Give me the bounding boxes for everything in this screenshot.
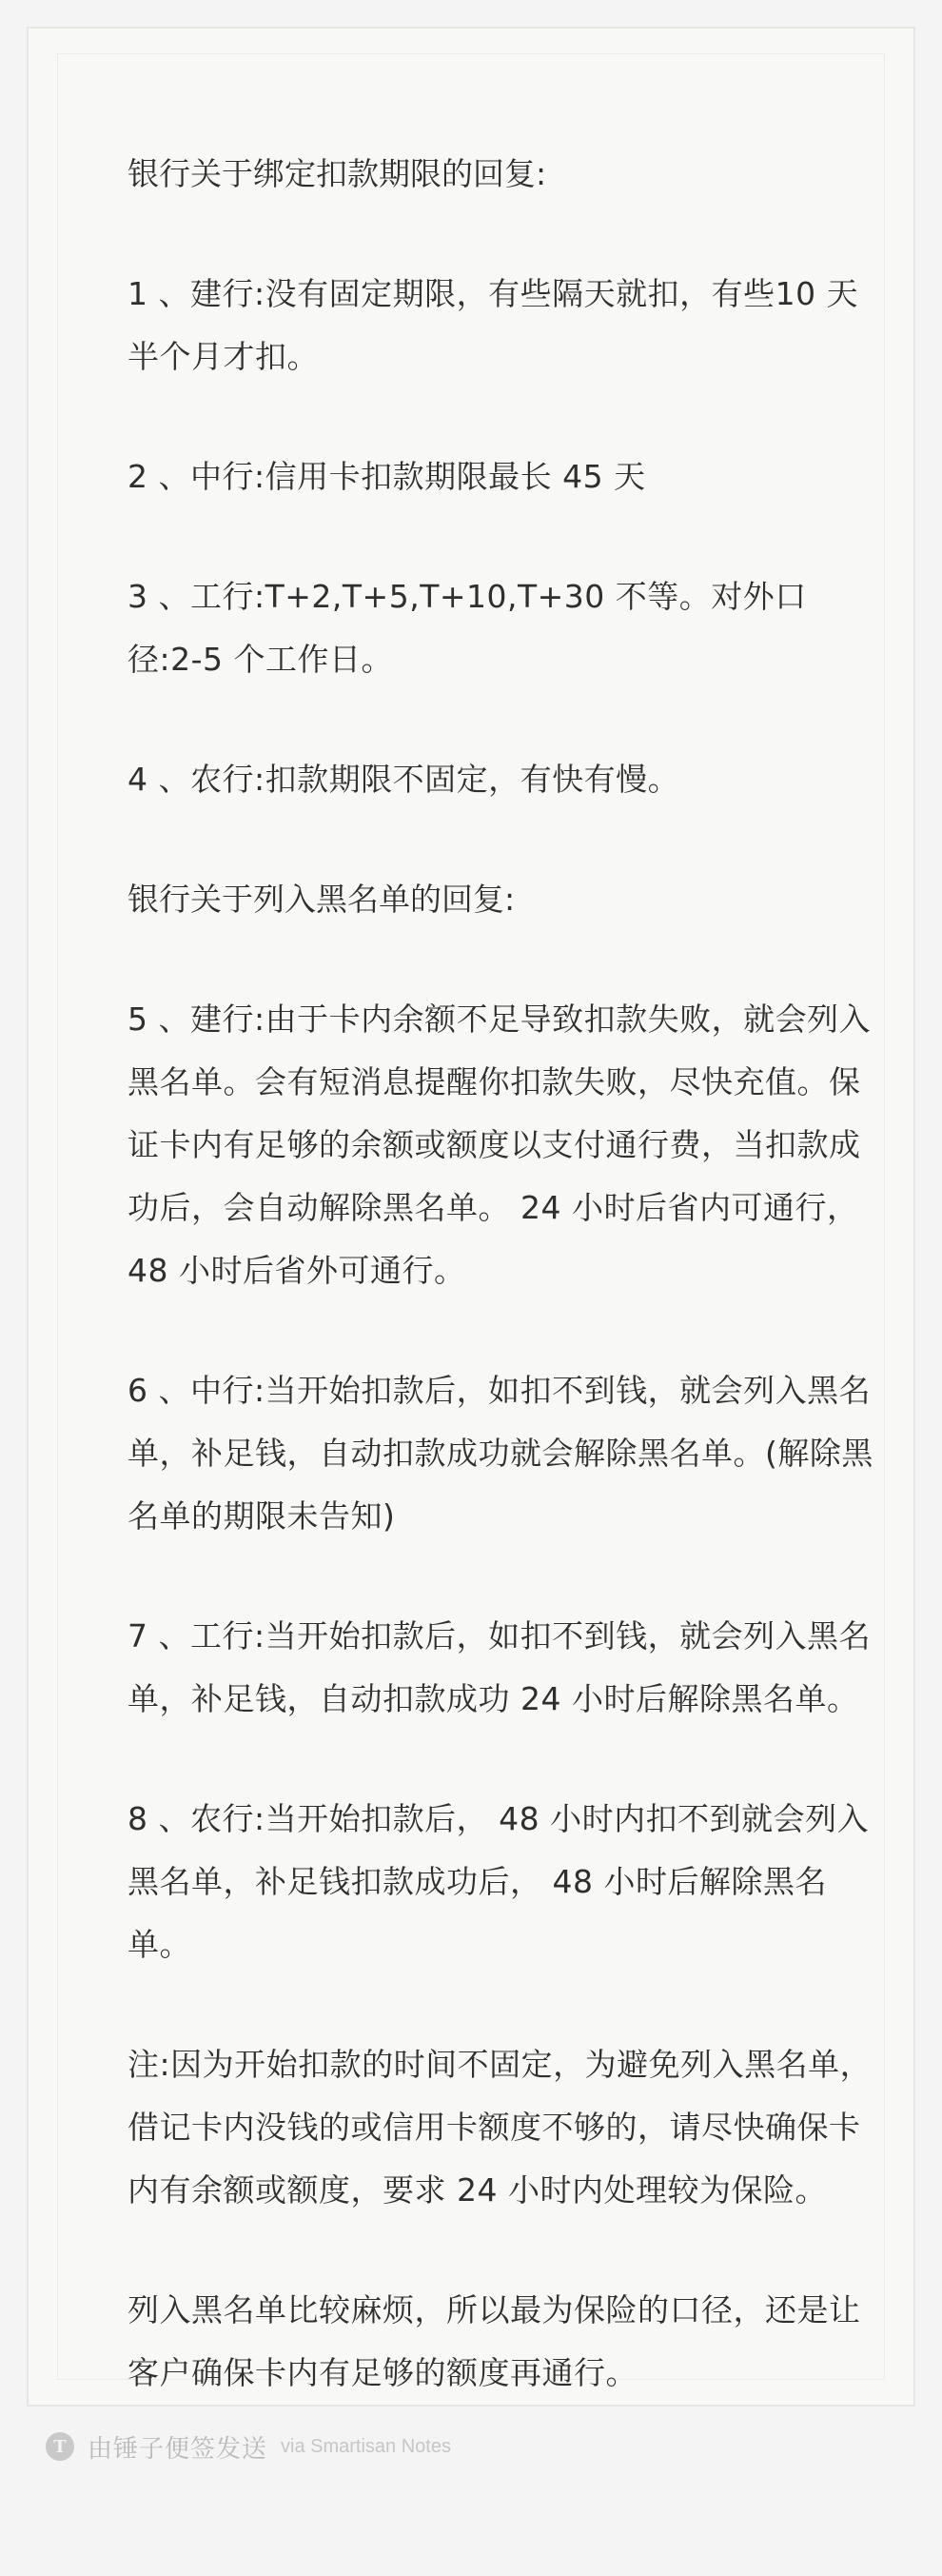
- item-3: 3 、工行:T+2,T+5,T+10,T+30 不等。对外口径:2-5 个工作日。: [128, 578, 807, 678]
- footer-source-text: 由锤子便签发送: [88, 2434, 268, 2464]
- notice-paragraph: 注:因为开始扣款的时间不固定，为避免列入黑名单，借记卡内没钱的或信用卡额度不够的，请尽快确保卡内有余额或额度，要求 24 小时内处理较为保险。: [128, 2046, 873, 2209]
- closing-paragraph: 列入黑名单比较麻烦，所以最为保险的口径，还是让客户确保卡内有足够的额度再通行。: [128, 2291, 861, 2391]
- note-content: [128, 143, 879, 2462]
- footer-via-text: via Smartisan Notes: [281, 2435, 451, 2457]
- item-4: 4 、农行:扣款期限不固定，有快有慢。: [128, 761, 680, 798]
- item-5: 5 、建行:由于卡内余额不足导致扣款失败，就会列入黑名单。会有短消息提醒你扣款失败，尽快充值。保证卡内有足够的余额或额度以支付通行费，当扣款成功后，会自动解除黑名单。 24 小时后省内可通行， 48 小时后省外可通行。: [128, 1001, 872, 1289]
- item-8: 8 、农行:当开始扣款后， 48 小时内扣不到就会列入黑名单，补足钱扣款成功后， 48 小时后解除黑名单。: [128, 1800, 870, 1963]
- item-7: 7 、工行:当开始扣款后，如扣不到钱，就会列入黑名单，补足钱，自动扣款成功 24 小时后解除黑名单。: [128, 1617, 872, 1717]
- item-2: 2 、中行:信用卡扣款期限最长 45 天: [128, 458, 646, 495]
- item-1: 1 、建行:没有固定期限，有些隔天就扣，有些10 天半个月才扣。: [128, 275, 859, 375]
- note-footer: [46, 2426, 451, 2467]
- item-6: 6 、中行:当开始扣款后，如扣不到钱，就会列入黑名单，补足钱，自动扣款成功就会解除黑名单。(解除黑名单的期限未告知): [128, 1372, 873, 1535]
- heading-blacklist: 银行关于列入黑名单的回复:: [128, 881, 516, 918]
- heading-deduction: 银行关于绑定扣款期限的回复:: [128, 155, 547, 192]
- note-paper: [27, 27, 915, 2407]
- smartisan-t-icon: T: [46, 2432, 74, 2461]
